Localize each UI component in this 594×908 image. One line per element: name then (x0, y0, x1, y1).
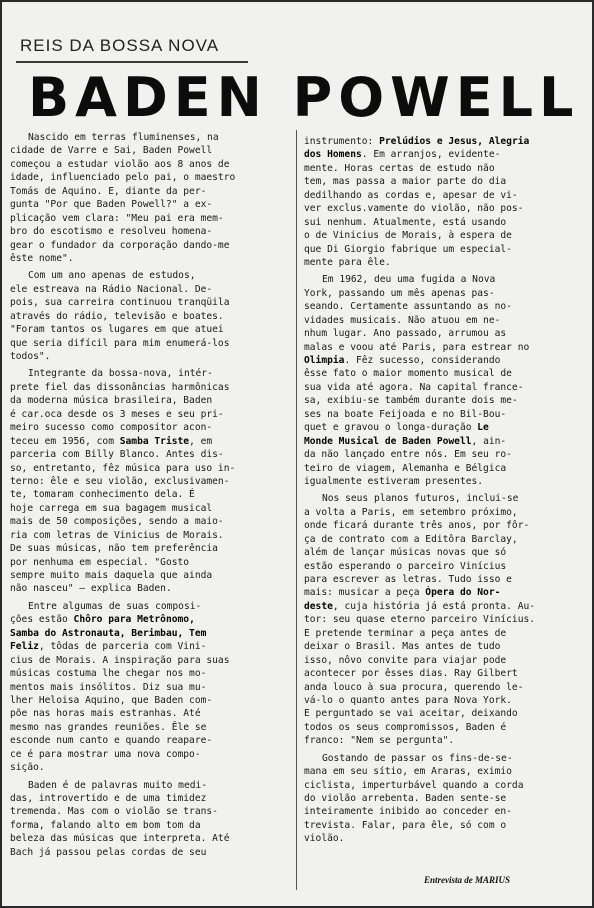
bold-title-text: Samba Triste (119, 435, 190, 447)
bold-title-text: Prelúdios e Jesus, Alegria (379, 136, 530, 147)
article-column-right (304, 135, 590, 850)
text-line (10, 734, 292, 747)
text-line (10, 367, 292, 380)
text-line (10, 761, 292, 774)
article-paragraph (10, 269, 292, 363)
section-label-underline (16, 61, 248, 63)
body-text: todos". (10, 351, 51, 362)
body-text: mesmo nas grandes reuniões. Êle se (10, 721, 207, 733)
article-column-left (10, 131, 292, 863)
body-text: anda louco à sua procura, querendo le- (304, 681, 524, 693)
text-line (304, 819, 590, 832)
body-text: tor: seu quase eterno parceiro Vinícius. (304, 614, 536, 626)
text-line (304, 273, 590, 286)
text-line (304, 721, 590, 734)
text-line (10, 171, 292, 184)
body-text: além de lançar músicas novas que só (304, 547, 507, 559)
body-text: Em 1962, deu uma fugida a Nova (322, 274, 496, 286)
text-line (10, 212, 292, 225)
text-line (10, 337, 292, 350)
text-line (304, 354, 590, 367)
text-line (10, 462, 292, 475)
body-text: so, entretanto, fêz música para uso in- (10, 462, 236, 474)
body-text: gunta "Por que Baden Powell?" a ex- (10, 199, 213, 211)
text-line (304, 175, 590, 188)
body-text: não nasceu" — explica Baden. (10, 583, 172, 595)
text-line (10, 627, 292, 640)
body-text: inteiramente inibido ao conceder en- (304, 806, 512, 818)
text-line (10, 421, 292, 434)
text-line (10, 198, 292, 211)
text-line (304, 573, 590, 586)
body-text: , ain- (471, 435, 507, 447)
text-line (304, 243, 590, 256)
text-line (304, 475, 590, 488)
body-text: "Foram tantos os lugares em que atuei (10, 324, 224, 336)
body-text: teiro de viagem, Alemanha e Bélgica (304, 462, 507, 474)
text-line (304, 189, 590, 202)
text-line (304, 492, 590, 505)
text-line (304, 805, 590, 818)
text-line (304, 448, 590, 461)
body-text: ça de contrato com a Editôra Barclay, (304, 533, 518, 545)
body-text: mana em seu sítio, em Araras, eximio (304, 766, 512, 778)
body-text: do violão arrebenta. Baden sente-se (304, 793, 507, 804)
text-line (10, 381, 292, 394)
article-paragraph (304, 492, 590, 747)
text-line (304, 216, 590, 229)
text-line (10, 654, 292, 667)
text-line (304, 381, 590, 394)
text-line (10, 569, 292, 582)
text-line (10, 846, 292, 859)
text-line (10, 600, 292, 613)
text-line (10, 542, 292, 555)
text-line (304, 694, 590, 707)
body-text: E perguntado se vai aceitar, deixando (304, 708, 518, 720)
body-text: teceu em 1956, com (10, 435, 120, 447)
text-line (10, 805, 292, 818)
body-text: ções estão (10, 614, 74, 626)
text-line (304, 435, 590, 448)
body-text: que seria difícil para mim enumerá-los (10, 337, 230, 349)
body-text: que Di Giorgio fabrique um especial- (304, 243, 512, 255)
body-text: bro do escotismo e resolveu homena- (10, 226, 213, 238)
text-line (10, 158, 292, 171)
body-text: te, tomaram conhecimento dela. É (10, 489, 195, 501)
text-line (10, 435, 292, 448)
text-line (10, 779, 292, 792)
body-text: idade, influenciado pelo pai, o maestro (10, 172, 236, 184)
body-text: das, introvertido e de uma timidez (10, 793, 207, 804)
text-line (10, 667, 292, 680)
text-line (304, 533, 590, 546)
text-line (10, 613, 292, 626)
text-line (10, 475, 292, 488)
author-credit: Entrevista de MARIUS (424, 875, 511, 885)
headline: BADEN POWELL (28, 66, 580, 129)
body-text: forma, falando alto em bom tom da (10, 819, 201, 831)
body-text: franco: "Nem se pergunta". (304, 735, 455, 747)
body-text: mente para êle. (304, 256, 391, 268)
text-line (304, 600, 590, 613)
body-text: mente. Horas certas de estudo não (304, 162, 495, 174)
body-text: violão. (304, 833, 345, 845)
text-line (10, 640, 292, 653)
text-line (10, 792, 292, 805)
text-line (304, 327, 590, 340)
article-paragraph (10, 779, 292, 860)
text-line (304, 560, 590, 573)
text-line (304, 640, 590, 653)
text-line (10, 502, 292, 515)
text-line (10, 515, 292, 528)
body-text: vá-lo o quanto antes para Nova York. (304, 694, 512, 706)
body-text: cidade de Varre e Sai, Baden Powell (10, 145, 213, 157)
text-line (10, 310, 292, 323)
text-line (10, 819, 292, 832)
bold-title-text: Samba do Astronauta, Berimbau, Tem (10, 627, 207, 639)
text-line (10, 556, 292, 569)
body-text: tem, mas passa a maior parte do dia (304, 176, 507, 188)
text-line (304, 613, 590, 626)
article-paragraph (10, 600, 292, 775)
text-line (304, 734, 590, 747)
body-text: dedilhando as cordas e, apesar de vi- (304, 189, 518, 201)
text-line (304, 229, 590, 242)
body-text: isso, nôvo convite para viajar pode (304, 654, 507, 666)
text-line (10, 448, 292, 461)
body-text: meiro sucesso como compositor acon- (10, 422, 213, 434)
bold-title-text: Olimpia (304, 355, 345, 366)
body-text: plicação vem clara: "Meu pai era mem- (10, 212, 224, 224)
body-text: beleza das músicas que interpreta. Até (10, 833, 230, 845)
body-text: , cuja história já está pronta. Au- (332, 600, 536, 612)
text-line (304, 519, 590, 532)
body-text: De suas músicas, não tem preferência (10, 543, 218, 555)
body-text: êsse fato o maior momento musical de (304, 368, 512, 380)
article-paragraph (304, 273, 590, 488)
body-text: parceria com Billy Blanco. Antes dis- (10, 449, 224, 461)
body-text: pois, sua carreira continuou tranqüila (10, 297, 230, 309)
text-line (304, 654, 590, 667)
bold-title-text: Ópera do Nor- (425, 587, 501, 599)
text-line (10, 721, 292, 734)
body-text: cius de Morais. A inspiração para suas (10, 654, 230, 666)
text-line (304, 394, 590, 407)
bold-title-text: Le (477, 422, 489, 434)
body-text: Tomás de Aquino. E, diante da per- (10, 185, 207, 197)
body-text: sui nenhum. Atualmente, está usando (304, 216, 507, 228)
text-line (304, 408, 590, 421)
text-line (10, 144, 292, 157)
body-text: sempre muito mais daquela que ainda (10, 570, 213, 581)
body-text: trevista. Falar, para êle, só com o (304, 819, 507, 831)
body-text: vidades musicais. Não atuou em ne- (304, 314, 501, 326)
body-text: mentos mais insólitos. Diz sua mu- (10, 681, 207, 693)
body-text: começou a estudar violão aos 8 anos de (10, 158, 230, 170)
text-line (10, 185, 292, 198)
text-line (304, 667, 590, 680)
text-line (304, 765, 590, 778)
body-text: músicas costuma lhe chegar nos mo- (10, 668, 207, 680)
text-line (10, 394, 292, 407)
body-text: onde ficará durante três anos, por fôr- (304, 520, 530, 532)
text-line (10, 239, 292, 252)
body-text: sição. (10, 762, 45, 774)
text-line (10, 269, 292, 282)
body-text: a volta a Paris, em setembro próximo, (304, 506, 518, 518)
body-text: ele estreava na Rádio Nacional. De- (10, 283, 213, 295)
body-text: . Fêz sucesso, considerando (344, 355, 501, 366)
body-text: lher Heloisa Aquino, que Baden com- (10, 694, 213, 706)
bold-title-text: deste (304, 600, 333, 612)
body-text: da não lançado entre nós. Em seu ro- (304, 449, 512, 461)
text-line (10, 323, 292, 336)
body-text: nhum lugar. Ano passado, arrumou as (304, 328, 507, 340)
article-paragraph (304, 752, 590, 846)
body-text: York, passando um mês apenas pas- (304, 287, 495, 299)
body-text: para escrever as letras. Tudo isso e (304, 574, 512, 585)
body-text: ria com letras de Vinicius de Morais. (10, 529, 224, 541)
body-text: sua vida até agora. Na capital france- (304, 381, 524, 393)
body-text: é car.oca desde os 3 meses e seu pri- (10, 408, 224, 420)
body-text: tremenda. Mas com o violão se trans- (10, 806, 218, 818)
body-text: da moderna música brasileira, Baden (10, 395, 213, 407)
text-line (304, 681, 590, 694)
article-paragraph (304, 135, 590, 269)
text-line (10, 748, 292, 761)
text-line (304, 314, 590, 327)
column-divider (296, 130, 297, 890)
text-line (304, 627, 590, 640)
body-text: , em (189, 435, 213, 447)
text-line (10, 488, 292, 501)
article-paragraph (10, 131, 292, 265)
body-text: Entre algumas de suas composi- (28, 600, 202, 612)
body-text: seando. Certamente assuntando as no- (304, 301, 512, 313)
body-text: através do rádio, televisão e boates. (10, 310, 224, 322)
body-text: instrumento: (304, 136, 380, 147)
body-text: o de Vinicius de Morais, à espera de (304, 230, 512, 242)
body-text: Gostando de passar os fins-de-se- (322, 752, 513, 764)
body-text: Integrante da bossa-nova, intér- (28, 368, 213, 380)
body-text: ver exclus.vamente do violão, não pos- (304, 203, 524, 215)
text-line (304, 462, 590, 475)
text-line (304, 256, 590, 269)
bold-title-text: Monde Musical de Baden Powell (304, 435, 472, 447)
body-text: Com um ano apenas de estudos, (28, 270, 196, 282)
text-line (10, 225, 292, 238)
body-text: todos os seus compromissos, Baden é (304, 721, 507, 733)
text-line (10, 252, 292, 265)
body-text: quet e gravou o longa-duração (304, 422, 478, 434)
text-line (304, 202, 590, 215)
body-text: ce é para mostrar uma nova compo- (10, 748, 201, 760)
bold-title-text: Feliz (10, 641, 39, 653)
text-line (304, 300, 590, 313)
section-label: REIS DA BOSSA NOVA (20, 36, 220, 55)
text-line (10, 283, 292, 296)
body-text: Bach já passou pelas cordas de seu (10, 846, 207, 858)
body-text: esconde num canto e quando reapare- (10, 735, 213, 747)
body-text: E pretende terminar a peça antes de (304, 627, 507, 639)
text-line (304, 546, 590, 559)
text-line (304, 421, 590, 434)
text-line (304, 779, 590, 792)
text-line (304, 162, 590, 175)
body-text: ciclista, imperturbável quando a corda (304, 779, 524, 791)
body-text: gear o fundador da corporação dando-me (10, 239, 230, 251)
body-text: hoje carrega em sua bagagem musical (10, 502, 213, 514)
bold-title-text: dos Homens (304, 149, 362, 161)
text-line (304, 148, 590, 161)
body-text: põe nas horas mais estranhas. Até (10, 708, 201, 720)
text-line (304, 586, 590, 599)
body-text: Nascido em terras fluminenses, na (28, 132, 219, 143)
body-text: sa, exibiu-se também durante dois me- (304, 395, 518, 407)
text-line (10, 131, 292, 144)
text-line (304, 135, 590, 148)
text-line (10, 529, 292, 542)
body-text: êste nome". (10, 252, 74, 264)
body-text: Baden é de palavras muito medi- (28, 779, 208, 791)
text-line (304, 832, 590, 845)
text-line (304, 341, 590, 354)
body-text: mais: musicar a peça (304, 587, 426, 599)
body-text: prete fiel das dissonâncias harmônicas (10, 381, 230, 393)
body-text: por nenhuma em especial. "Gosto (10, 556, 190, 568)
body-text: acontecer por êsses dias. Ray Gilbert (304, 668, 518, 680)
body-text: deixar o Brasil. Mas antes de tudo (304, 641, 501, 653)
text-line (10, 408, 292, 421)
text-line (304, 792, 590, 805)
body-text: igualmente estiveram presentes. (304, 475, 484, 487)
body-text: , tôdas de parceria com Vini- (38, 641, 207, 653)
body-text: . Em arranjos, evidente- (361, 149, 501, 161)
text-line (10, 582, 292, 595)
text-line (10, 681, 292, 694)
body-text: terno: êle e seu violão, exclusivamen- (10, 475, 230, 487)
body-text: estão esperando o parceiro Vinícius (304, 560, 507, 572)
text-line (10, 832, 292, 845)
text-line (10, 694, 292, 707)
text-line (10, 350, 292, 363)
text-line (10, 296, 292, 309)
text-line (304, 367, 590, 380)
body-text: mais de 50 composições, sendo a maio- (10, 516, 224, 528)
article-paragraph (10, 367, 292, 595)
text-line (304, 752, 590, 765)
body-text: malas e voou até Paris, para estrear no (304, 341, 530, 353)
text-line (304, 707, 590, 720)
text-line (10, 707, 292, 720)
body-text: ses na boate Feijoada e no Bil-Bou- (304, 408, 507, 420)
body-text: Nos seus planos futuros, inclui-se (322, 493, 519, 505)
text-line (304, 506, 590, 519)
text-line (304, 287, 590, 300)
bold-title-text: Chôro para Metrônomo, (73, 614, 195, 626)
